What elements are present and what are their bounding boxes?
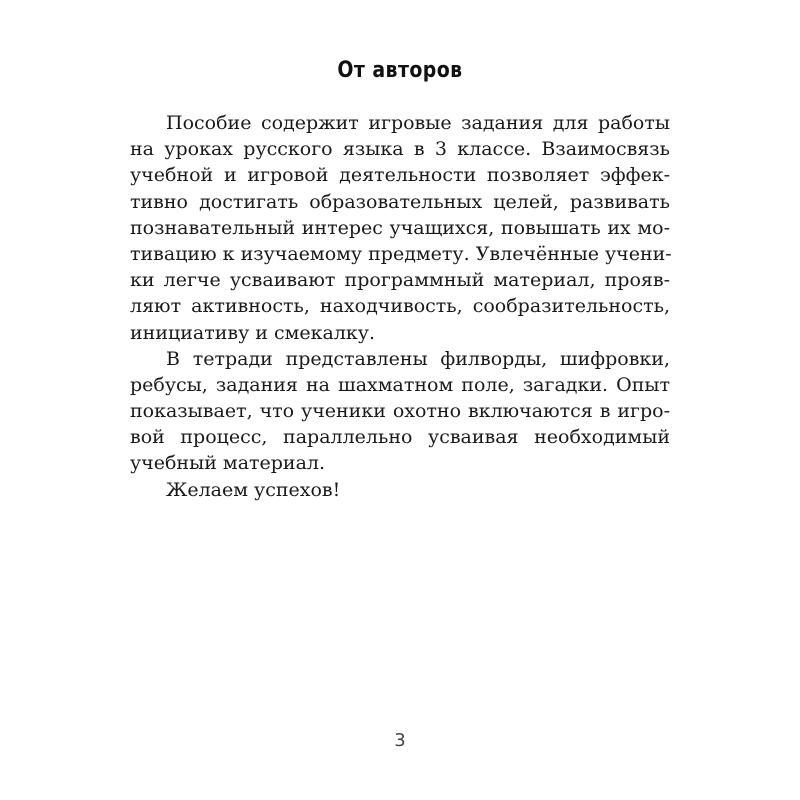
text-line: В тетради представлены филворды, шифровки, bbox=[166, 347, 670, 370]
closing-line: Желаем успехов! bbox=[166, 478, 341, 501]
text-line: на уроках русского языка в 3 классе. Взаимосвязь bbox=[130, 138, 670, 161]
paragraph-2 bbox=[130, 346, 670, 477]
page-number: 3 bbox=[394, 730, 406, 751]
text-line: ляют активность, находчивость, сообразительность, bbox=[130, 295, 670, 318]
text-line: учебной и игровой деятельности позволяет эффек- bbox=[130, 164, 670, 187]
text-line: ки легче усваивают программный материал, прояв- bbox=[130, 269, 670, 292]
page-title: От авторов bbox=[337, 58, 463, 83]
text-line: инициативу и смекалку. bbox=[130, 321, 376, 344]
paragraph-1 bbox=[130, 110, 670, 346]
text-line: показывает, что ученики охотно включаются в игро- bbox=[130, 400, 670, 423]
text-line: тивацию к изучаемому предмету. Увлечённые учени- bbox=[130, 242, 672, 265]
text-line: учебный материал. bbox=[130, 452, 326, 475]
text-line: тивно достигать образовательных целей, развивать bbox=[130, 190, 670, 213]
body-text bbox=[130, 110, 670, 503]
text-line: Пособие содержит игровые задания для работы bbox=[166, 112, 670, 134]
closing-paragraph bbox=[130, 477, 670, 503]
text-line: вой процесс, параллельно усваивая необходимый bbox=[130, 426, 670, 449]
text-line: познавательный интерес учащихся, повышать их мо- bbox=[130, 216, 670, 239]
text-line: ребусы, задания на шахматном поле, загадки. Опыт bbox=[130, 373, 670, 396]
